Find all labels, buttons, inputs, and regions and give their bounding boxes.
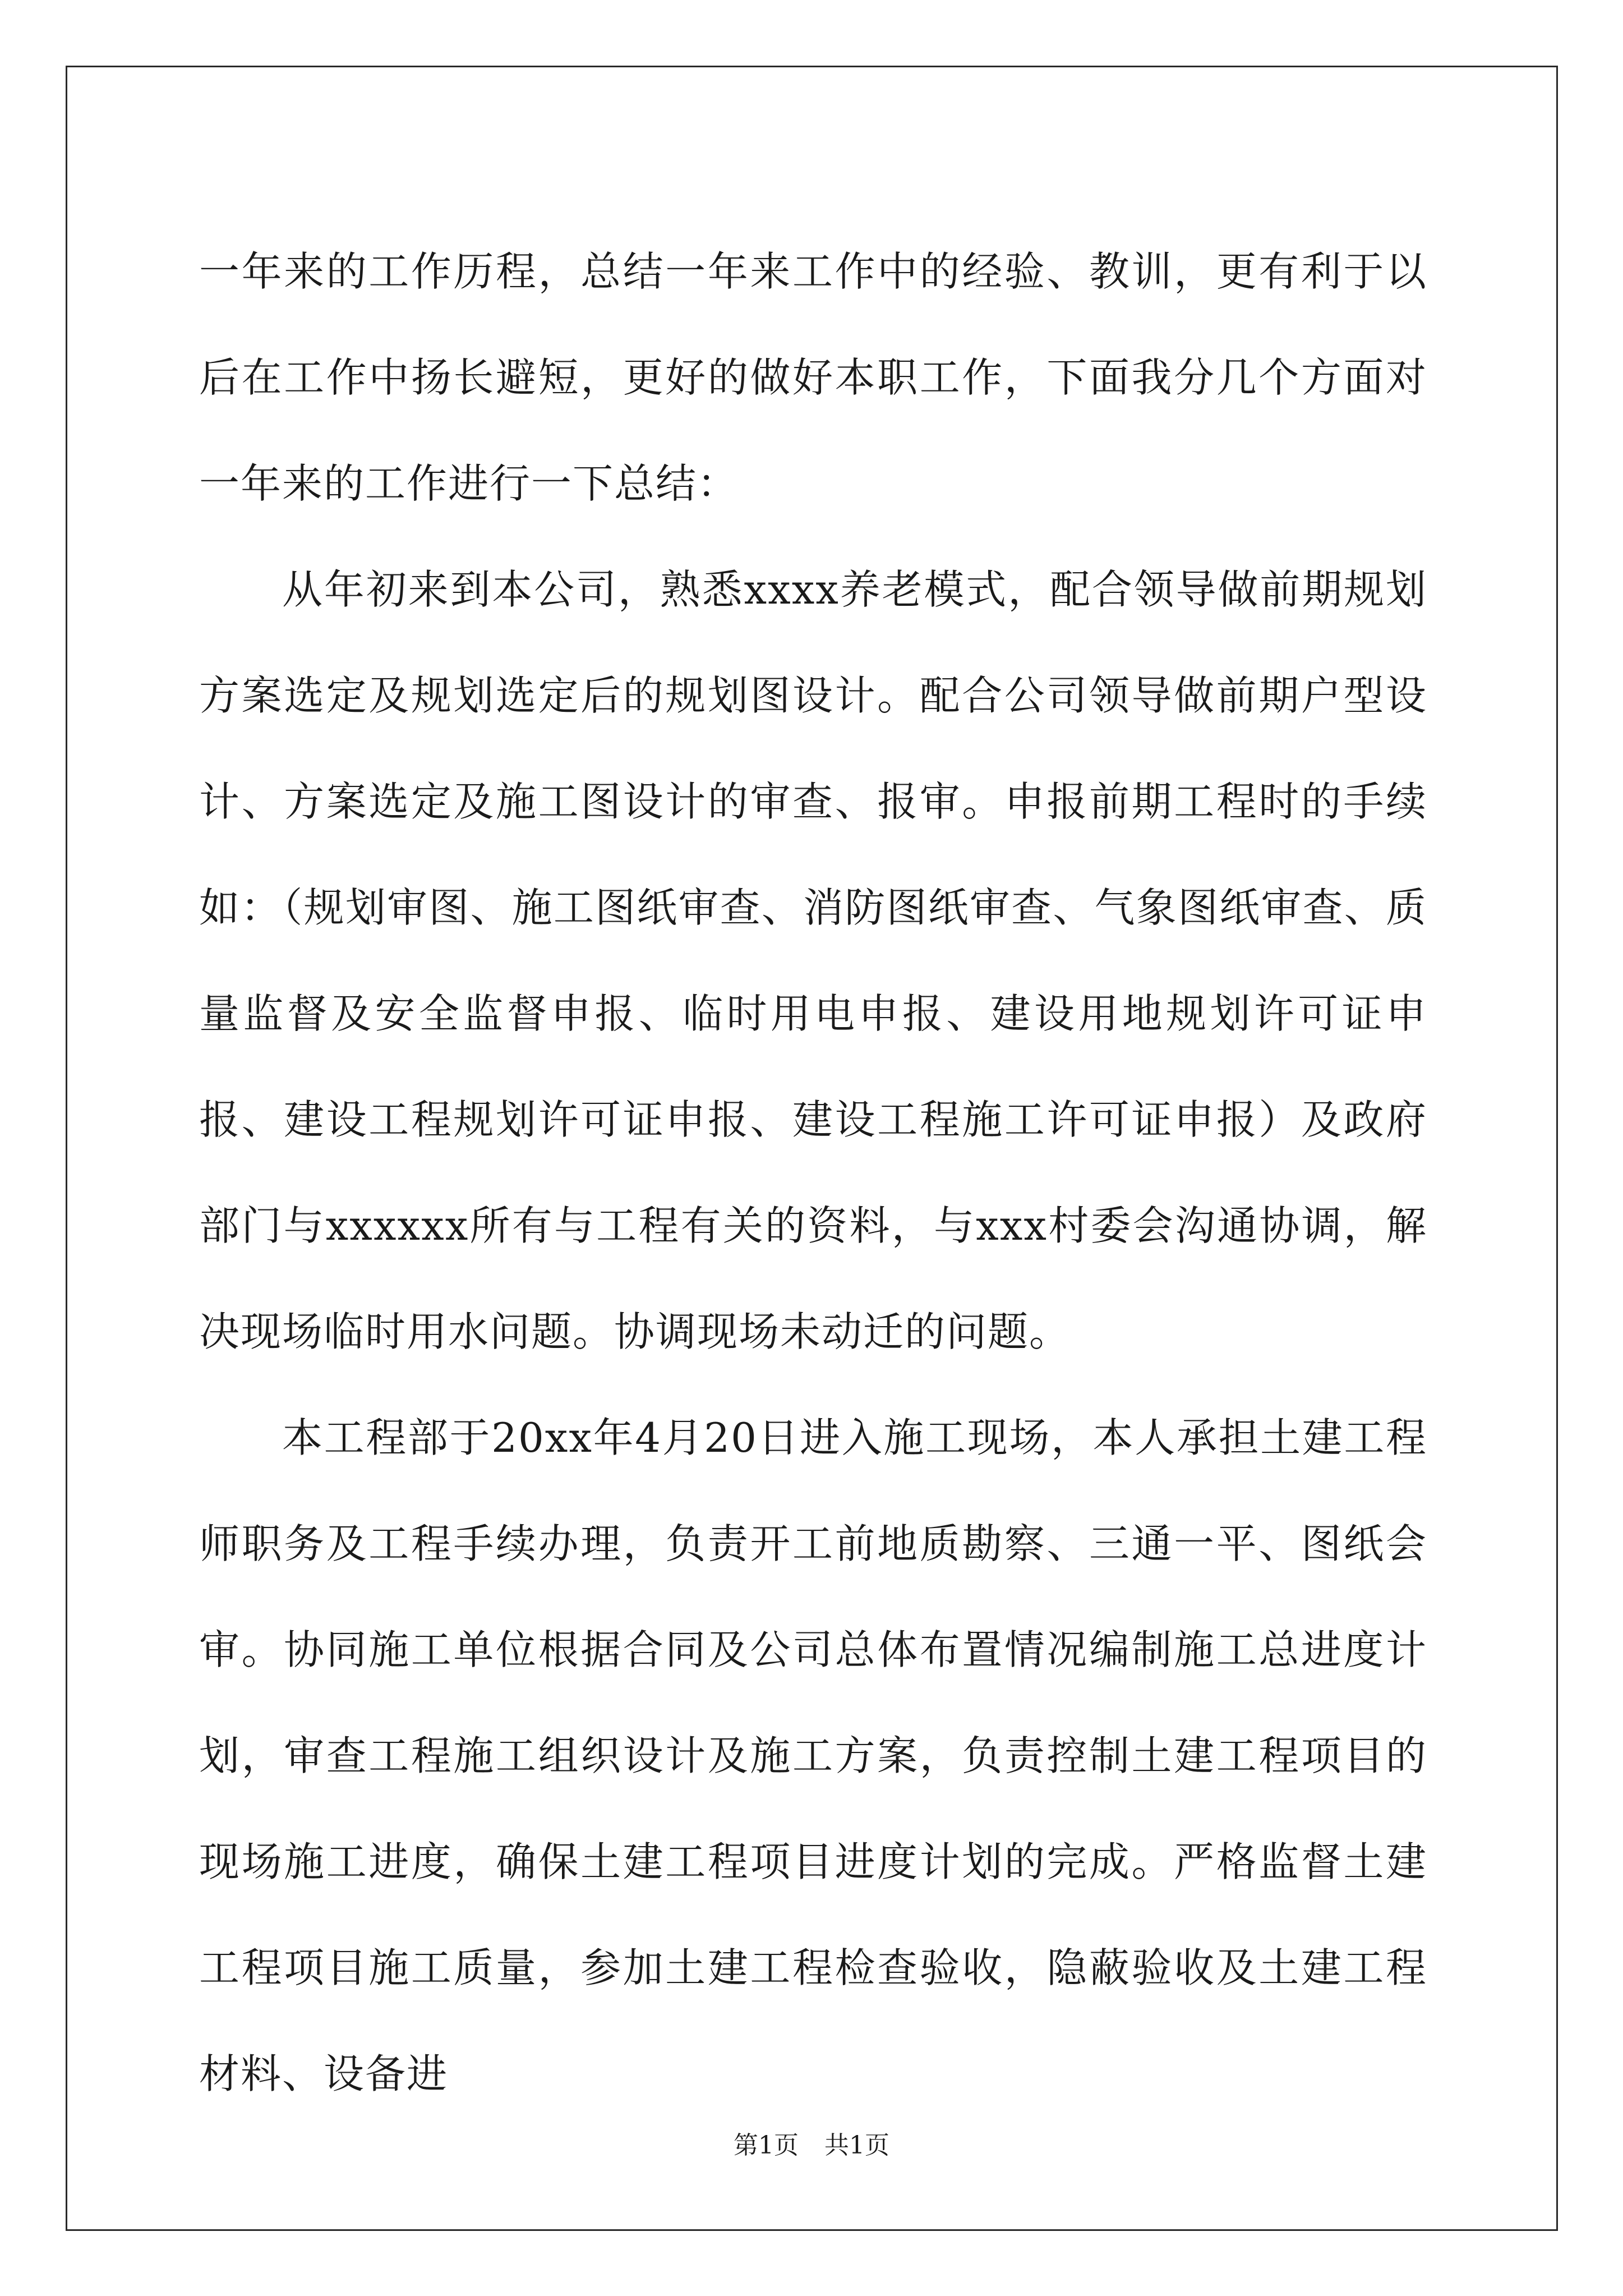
page-number: 第1页 [734,2131,799,2160]
paragraph-3: 本工程部于20xx年4月20日进入施工现场，本人承担土建工程师职务及工程手续办理，负责开工前地质勘察、三通一平、图纸会审。协同施工单位根据合同及公司总体布置情况编制施工总进度计划，审查工程施工组织设计及施工方案，负责控制土建工程项目的现场施工进度，确保土建工程项目进度计划的完成。严格监督土建工程项目施工质量，参加土建工程检查验收，隐蔽验收及土建工程材料、设备进 [199,1414,1427,2097]
page-total: 共1页 [824,2131,889,2160]
document-body [199,219,1427,2127]
paragraph-2: 从年初来到本公司，熟悉xxxx养老模式，配合领导做前期规划方案选定及规划选定后的规划图设计。配合公司领导做前期户型设计、方案选定及施工图设计的审查、报审。申报前期工程时的手续如：（规划审图、施工图纸审查、消防图纸审查、气象图纸审查、质量监督及安全监督申报、临时用电申报、建设用地规划许可证申报、建设工程规划许可证申报、建设工程施工许可证申报）及政府部门与xxxxxx所有与工程有关的资料，与xxx村委会沟通协调，解决现场临时用水问题。协调现场未动迁的问题。 [199,566,1427,1355]
paragraph-1: 一年来的工作历程，总结一年来工作中的经验、教训，更有利于以后在工作中扬长避短，更好的做好本职工作，下面我分几个方面对一年来的工作进行一下总结： [199,248,1427,507]
page-footer [0,2129,1623,2162]
